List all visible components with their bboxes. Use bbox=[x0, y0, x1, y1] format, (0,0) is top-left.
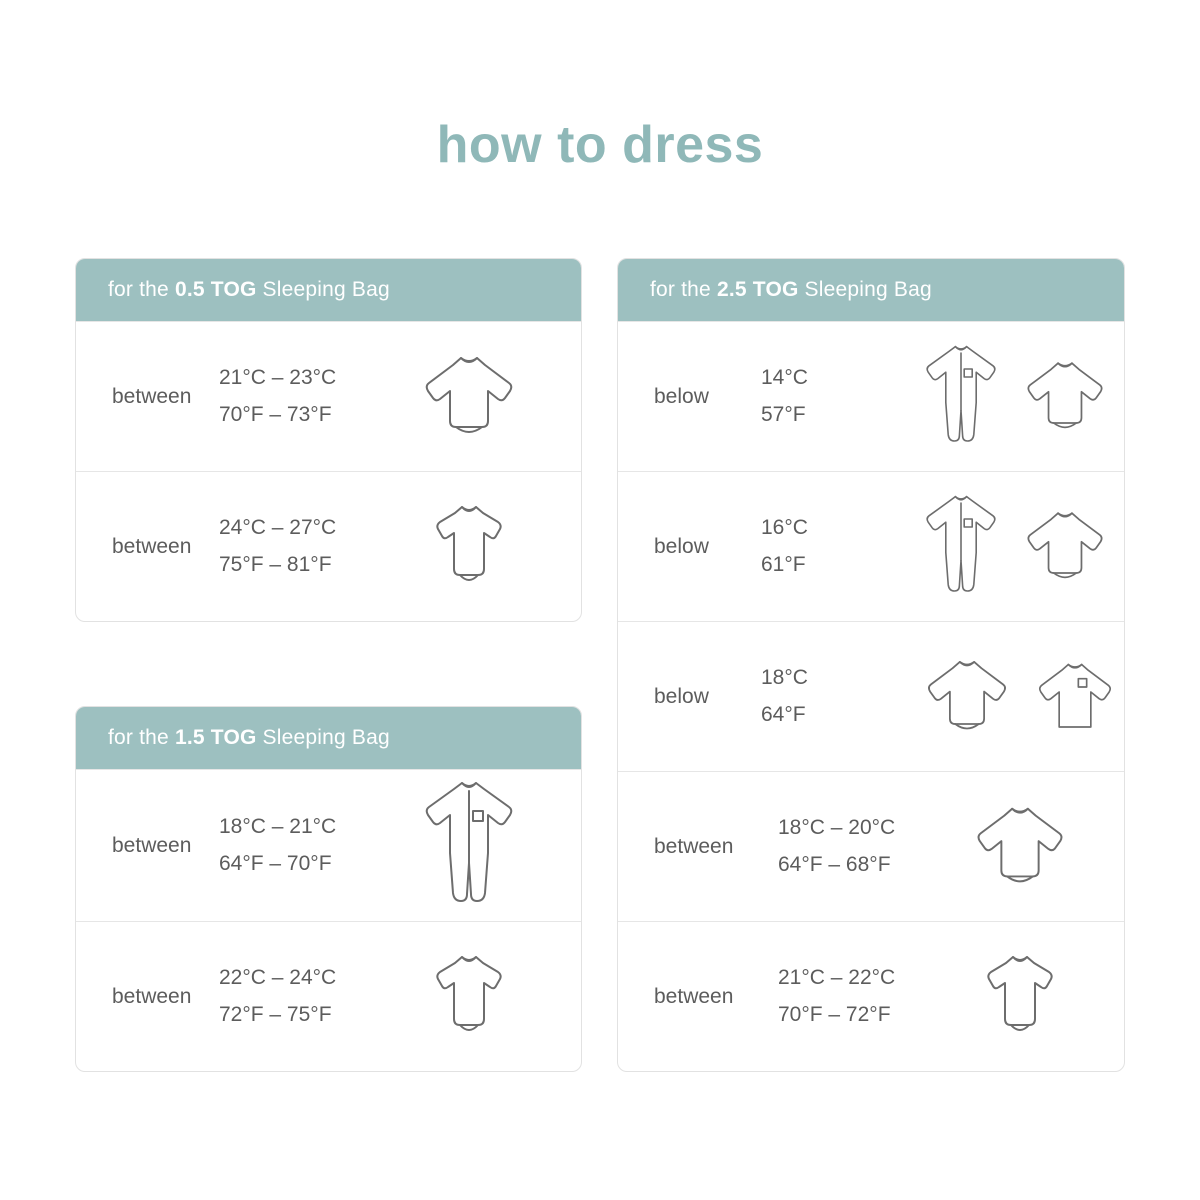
row-celsius: 14°C bbox=[761, 365, 808, 389]
short-sleeve-bodysuit-icon bbox=[975, 945, 1065, 1049]
row-garments bbox=[371, 495, 581, 599]
row-garments bbox=[913, 485, 1125, 609]
row-temperatures bbox=[219, 360, 371, 434]
row-fahrenheit: 61°F bbox=[761, 552, 806, 576]
card-tog-05 bbox=[75, 258, 582, 622]
header-strong: 2.5 TOG bbox=[716, 278, 799, 301]
table-row bbox=[618, 321, 1124, 471]
row-garments bbox=[930, 796, 1124, 898]
table-row bbox=[76, 471, 581, 621]
row-celsius: 18°C – 21°C bbox=[219, 814, 337, 838]
row-qualifier: below bbox=[654, 684, 709, 708]
row-temperatures bbox=[778, 810, 930, 884]
row-fahrenheit: 70°F – 73°F bbox=[219, 402, 332, 426]
row-qualifier: between bbox=[112, 833, 192, 857]
card-header-tog-05 bbox=[76, 259, 581, 321]
table-row bbox=[618, 921, 1124, 1071]
row-celsius: 18°C bbox=[761, 665, 808, 689]
row-celsius: 22°C – 24°C bbox=[219, 965, 337, 989]
row-celsius: 16°C bbox=[761, 515, 808, 539]
short-sleeve-bodysuit-icon bbox=[424, 495, 514, 599]
row-qualifier: between bbox=[112, 384, 192, 408]
long-sleeve-top-icon bbox=[1025, 651, 1125, 743]
row-garments bbox=[371, 945, 581, 1049]
long-sleeve-bodysuit-icon bbox=[913, 649, 1021, 745]
header-prefix: for the bbox=[650, 278, 717, 301]
left-column bbox=[75, 258, 582, 1072]
header-prefix: for the bbox=[108, 726, 175, 749]
table-row bbox=[76, 769, 581, 921]
card-header-tog-15 bbox=[76, 707, 581, 769]
card-tog-15 bbox=[75, 706, 582, 1072]
row-temperatures bbox=[761, 660, 913, 734]
row-qualifier: between bbox=[654, 984, 734, 1008]
row-garments bbox=[913, 649, 1125, 745]
row-qualifier: between bbox=[112, 984, 192, 1008]
header-suffix: Sleeping Bag bbox=[256, 726, 390, 749]
right-column bbox=[617, 258, 1125, 1072]
long-sleeve-bodysuit-icon bbox=[1013, 501, 1117, 593]
table-row bbox=[618, 621, 1124, 771]
row-temperatures bbox=[219, 809, 371, 883]
footed-sleepsuit-icon bbox=[913, 485, 1009, 609]
row-celsius: 24°C – 27°C bbox=[219, 515, 337, 539]
long-sleeve-bodysuit-icon bbox=[1013, 351, 1117, 443]
row-celsius: 21°C – 23°C bbox=[219, 365, 337, 389]
short-sleeve-bodysuit-icon bbox=[424, 945, 514, 1049]
row-fahrenheit: 64°F – 70°F bbox=[219, 851, 332, 875]
row-qualifier: between bbox=[654, 834, 734, 858]
row-garments bbox=[371, 345, 581, 449]
table-row bbox=[76, 321, 581, 471]
row-fahrenheit: 64°F bbox=[761, 702, 806, 726]
header-strong: 0.5 TOG bbox=[174, 278, 257, 301]
table-row bbox=[76, 921, 581, 1071]
row-temperatures bbox=[219, 510, 371, 584]
row-fahrenheit: 70°F – 72°F bbox=[778, 1002, 891, 1026]
row-temperatures bbox=[761, 510, 913, 584]
row-garments bbox=[930, 945, 1124, 1049]
long-sleeve-bodysuit-icon bbox=[961, 796, 1079, 898]
row-qualifier: between bbox=[112, 534, 192, 558]
row-temperatures bbox=[778, 960, 930, 1034]
card-tog-25 bbox=[617, 258, 1125, 1072]
row-fahrenheit: 75°F – 81°F bbox=[219, 552, 332, 576]
header-strong: 1.5 TOG bbox=[174, 726, 257, 749]
row-temperatures bbox=[761, 360, 913, 434]
table-row bbox=[618, 471, 1124, 621]
row-celsius: 18°C – 20°C bbox=[778, 815, 896, 839]
long-sleeve-bodysuit-icon bbox=[409, 345, 529, 449]
header-suffix: Sleeping Bag bbox=[798, 278, 932, 301]
page-title: how to dress bbox=[436, 116, 764, 174]
card-header-tog-25 bbox=[618, 259, 1124, 321]
row-fahrenheit: 72°F – 75°F bbox=[219, 1002, 332, 1026]
row-fahrenheit: 64°F – 68°F bbox=[778, 852, 891, 876]
row-qualifier: below bbox=[654, 384, 709, 408]
header-suffix: Sleeping Bag bbox=[256, 278, 390, 301]
row-garments bbox=[913, 335, 1125, 459]
row-garments bbox=[371, 775, 581, 917]
card-columns bbox=[75, 258, 1125, 1072]
row-fahrenheit: 57°F bbox=[761, 402, 806, 426]
row-qualifier: below bbox=[654, 534, 709, 558]
row-temperatures bbox=[219, 960, 371, 1034]
footed-sleepsuit-icon bbox=[913, 335, 1009, 459]
table-row bbox=[618, 771, 1124, 921]
header-prefix: for the bbox=[108, 278, 175, 301]
row-celsius: 21°C – 22°C bbox=[778, 965, 896, 989]
footed-sleepsuit-icon bbox=[409, 775, 529, 917]
